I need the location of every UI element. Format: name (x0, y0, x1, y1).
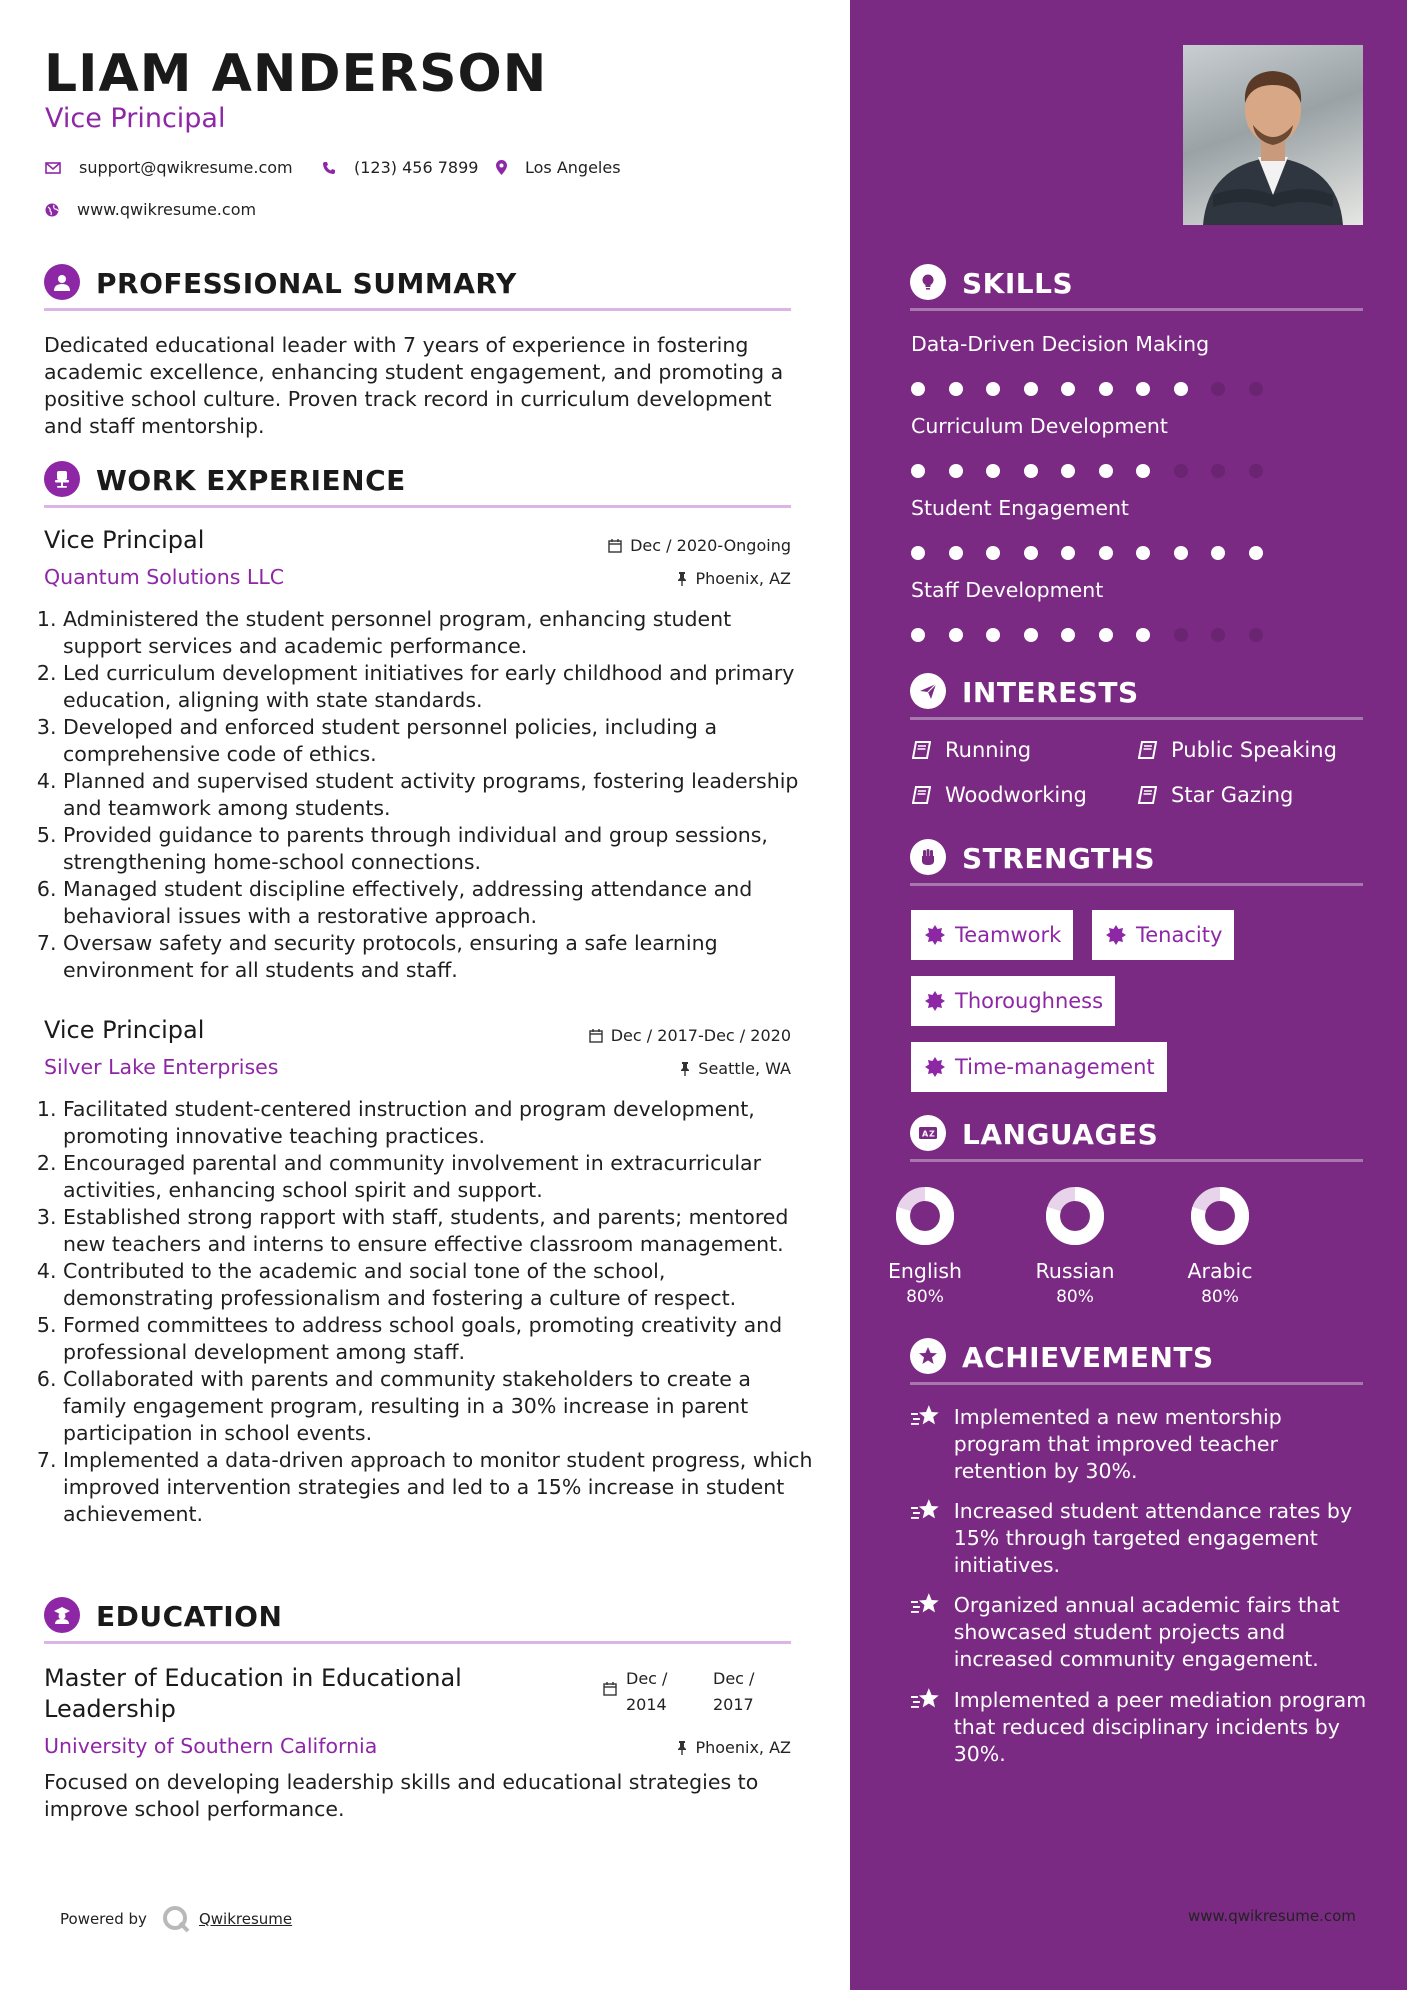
skills-section-header (910, 264, 1363, 311)
skill-name: Staff Development (911, 578, 1104, 602)
list-item: 6. Managed student discipline effectively, addressing attendance and behavioral issues with a restorative approach. (63, 876, 815, 930)
strengths-section-header (910, 839, 1363, 886)
svg-text:Z: Z (929, 1129, 935, 1139)
list-item: 4. Planned and supervised student activity programs, fostering leadership and teamwork among students. (63, 768, 815, 822)
rating-dot-filled (1099, 464, 1113, 478)
interest-label: Running (945, 738, 1032, 762)
skills-title: SKILLS (962, 267, 1074, 300)
office-chair-icon (44, 461, 80, 497)
rating-dot-filled (986, 382, 1000, 396)
language-progress-ring (1189, 1185, 1251, 1247)
globe-icon (45, 203, 59, 217)
achievements-title: ACHIEVEMENTS (962, 1341, 1214, 1374)
interest-label: Woodworking (945, 783, 1087, 807)
skill-name: Curriculum Development (911, 414, 1168, 438)
graduate-icon (44, 1597, 80, 1633)
rating-dot-empty (1211, 628, 1225, 642)
language-name: English (887, 1259, 963, 1283)
powered-by-footer (60, 1904, 292, 1934)
list-item: 3. Established strong rapport with staff, students, and parents; mentored new teachers and interns to ensure effective classroom management. (63, 1204, 815, 1258)
rating-dot-filled (949, 464, 963, 478)
list-item: 3. Developed and enforced student personnel policies, including a comprehensive code of ethics. (63, 714, 815, 768)
rating-dot-filled (911, 546, 925, 560)
pushpin-icon (677, 572, 687, 586)
star-badge-icon (910, 1338, 946, 1374)
rating-dot-filled (1136, 628, 1150, 642)
sidebar (850, 0, 1407, 1990)
education-title: EDUCATION (96, 1600, 283, 1633)
language-progress-ring (894, 1185, 956, 1247)
rating-dot-filled (1024, 464, 1038, 478)
pushpin-icon (677, 1741, 687, 1755)
location-text: Los Angeles (525, 158, 621, 177)
candidate-role: Vice Principal (45, 103, 226, 134)
calendar-icon (608, 539, 622, 553)
summary-text: Dedicated educational leader with 7 years of experience in fostering academic excellence, enhancing student engagement, and promoting a positive school culture. Proven track record in curriculum development and staff mentorship. (44, 333, 784, 438)
qwikresume-brand-link[interactable]: Qwikresume (198, 1910, 293, 1928)
rating-dot-filled (1099, 628, 1113, 642)
rating-dot-filled (949, 382, 963, 396)
rating-dot-filled (1024, 546, 1038, 560)
skill-rating (911, 546, 1286, 560)
strength-tag (911, 910, 1073, 960)
skill-rating (911, 628, 1286, 642)
summary-section-header (44, 264, 791, 311)
rating-dot-filled (911, 382, 925, 396)
job-1-title: Vice Principal (44, 526, 205, 554)
qwikresume-logo-icon (161, 1904, 191, 1934)
strength-tag (911, 976, 1115, 1026)
language-percent: 80% (1201, 1287, 1239, 1307)
strength-tag (911, 1042, 1167, 1092)
rating-dot-filled (1136, 546, 1150, 560)
rating-dot-filled (1249, 546, 1263, 560)
raised-fist-icon (910, 839, 946, 875)
paper-plane-icon (910, 673, 946, 709)
rating-dot-filled (1099, 546, 1113, 560)
phone-icon (322, 161, 336, 175)
job-2-bullets (44, 1096, 815, 1528)
achievement-item (910, 1498, 1370, 1579)
rating-dot-empty (1174, 464, 1188, 478)
rating-dot-filled (949, 546, 963, 560)
job-2-title: Vice Principal (44, 1016, 205, 1044)
profile-photo (1183, 45, 1363, 225)
language-item (1165, 1185, 1275, 1307)
candidate-name: LIAM ANDERSON (44, 44, 548, 104)
job-2-date (589, 1026, 791, 1045)
achievements-section-header (910, 1338, 1363, 1385)
star-swoosh-icon (910, 1404, 942, 1430)
skill-rating (911, 382, 1286, 396)
rating-dot-filled (911, 464, 925, 478)
education-date-end: Dec / 2017 (713, 1669, 755, 1714)
rating-dot-empty (1211, 464, 1225, 478)
language-name: Russian (1035, 1259, 1115, 1283)
education-description: Focused on developing leadership skills and educational strategies to improve school performance. (44, 1770, 759, 1821)
interest-item (912, 783, 1087, 807)
job-1-bullets (44, 606, 815, 984)
rating-dot-filled (1061, 382, 1075, 396)
book-icon (912, 741, 931, 759)
interests-title: INTERESTS (962, 676, 1139, 709)
rating-dot-filled (986, 546, 1000, 560)
rating-dot-filled (1136, 382, 1150, 396)
email-text: support@qwikresume.com (79, 158, 293, 177)
star-swoosh-icon (910, 1498, 942, 1524)
contact-website[interactable] (45, 200, 256, 219)
job-2-date-text: Dec / 2017-Dec / 2020 (610, 1026, 791, 1045)
job-2-location-text: Seattle, WA (698, 1059, 791, 1078)
list-item: 5. Provided guidance to parents through individual and group sessions, strengthening home-school connections. (63, 822, 815, 876)
list-item: 7. Implemented a data-driven approach to monitor student progress, which improved intervention strategies and led to a 15% increase in student achievement. (63, 1447, 815, 1528)
interest-item (1138, 783, 1293, 807)
rating-dot-filled (1061, 546, 1075, 560)
strengths-title: STRENGTHS (962, 842, 1156, 875)
website-text: www.qwikresume.com (77, 200, 257, 219)
rating-dot-filled (1174, 382, 1188, 396)
rating-dot-filled (1174, 546, 1188, 560)
achievement-text: Implemented a peer mediation program that reduced disciplinary incidents by 30%. (953, 1688, 1367, 1766)
education-location-text: Phoenix, AZ (695, 1738, 791, 1757)
summary-title: PROFESSIONAL SUMMARY (96, 267, 517, 300)
achievement-item (910, 1404, 1370, 1485)
contact-phone[interactable] (322, 158, 478, 177)
envelope-icon (45, 162, 61, 174)
interest-item (1138, 738, 1337, 762)
contact-email[interactable] (45, 158, 293, 177)
translate-icon (910, 1115, 946, 1151)
list-item: 6. Collaborated with parents and community stakeholders to create a family engagement program, resulting in a 30% increase in parent participation in school events. (63, 1366, 815, 1447)
book-icon (912, 786, 931, 804)
rating-dot-empty (1249, 382, 1263, 396)
phone-text: (123) 456 7899 (354, 158, 479, 177)
job-1-date (608, 536, 791, 555)
book-icon (1138, 786, 1157, 804)
work-section-header (44, 461, 791, 508)
job-1-location (677, 569, 791, 588)
rating-dot-empty (1249, 628, 1263, 642)
language-percent: 80% (1056, 1287, 1094, 1307)
skill-name: Student Engagement (911, 496, 1129, 520)
lightbulb-icon (910, 264, 946, 300)
language-percent: 80% (906, 1287, 944, 1307)
rating-dot-filled (911, 628, 925, 642)
rating-dot-filled (1211, 546, 1225, 560)
achievement-text: Increased student attendance rates by 15% through targeted engagement initiatives. (953, 1499, 1353, 1577)
book-icon (1138, 741, 1157, 759)
job-2-location (680, 1059, 791, 1078)
footer-website[interactable]: www.qwikresume.com (1188, 1907, 1356, 1925)
achievement-text: Organized annual academic fairs that showcased student projects and increased community engagement. (953, 1593, 1340, 1671)
rating-dot-empty (1211, 382, 1225, 396)
badge-icon (1106, 925, 1126, 945)
language-item (1020, 1185, 1130, 1307)
rating-dot-filled (1099, 382, 1113, 396)
rating-dot-filled (1024, 382, 1038, 396)
badge-icon (925, 991, 945, 1011)
achievement-item (910, 1592, 1370, 1673)
strength-label: Tenacity (1136, 923, 1223, 947)
list-item: 2. Encouraged parental and community involvement in extracurricular activities, enhancing school spirit and support. (63, 1150, 815, 1204)
education-location (677, 1738, 791, 1757)
badge-icon (925, 925, 945, 945)
badge-icon (925, 1057, 945, 1077)
skill-rating (911, 464, 1286, 478)
school-name: University of Southern California (44, 1734, 378, 1758)
language-progress-ring (1044, 1185, 1106, 1247)
achievement-item (910, 1687, 1370, 1768)
rating-dot-filled (1136, 464, 1150, 478)
svg-text:A: A (922, 1129, 929, 1139)
education-section-header (44, 1597, 791, 1644)
strength-label: Time-management (955, 1055, 1155, 1079)
contact-location (496, 158, 621, 177)
degree-title: Master of Education in Educational Leadership (44, 1664, 462, 1723)
powered-by-label: Powered by (60, 1910, 147, 1928)
job-1-company: Quantum Solutions LLC (44, 565, 285, 589)
user-icon (44, 264, 80, 300)
job-1-date-text: Dec / 2020-Ongoing (630, 536, 791, 555)
rating-dot-filled (986, 628, 1000, 642)
rating-dot-filled (1061, 464, 1075, 478)
calendar-icon (603, 1682, 617, 1696)
star-swoosh-icon (910, 1687, 942, 1713)
language-name: Arabic (1187, 1259, 1253, 1283)
list-item: 5. Formed committees to address school goals, promoting creativity and professional development among staff. (63, 1312, 815, 1366)
interests-section-header (910, 673, 1363, 720)
map-pin-icon (496, 160, 507, 175)
work-title: WORK EXPERIENCE (96, 464, 406, 497)
calendar-icon (589, 1029, 603, 1043)
list-item: 2. Led curriculum development initiatives for early childhood and primary education, aligning with state standards. (63, 660, 815, 714)
interest-label: Star Gazing (1171, 783, 1294, 807)
list-item: 4. Contributed to the academic and social tone of the school, demonstrating professionalism and fostering a culture of respect. (63, 1258, 815, 1312)
achievement-text: Implemented a new mentorship program that improved teacher retention by 30%. (953, 1405, 1282, 1483)
star-swoosh-icon (910, 1592, 942, 1618)
skill-name: Data-Driven Decision Making (911, 332, 1210, 356)
job-1-location-text: Phoenix, AZ (695, 569, 791, 588)
job-2-company: Silver Lake Enterprises (44, 1055, 279, 1079)
strength-tag (1092, 910, 1234, 960)
rating-dot-filled (1061, 628, 1075, 642)
rating-dot-empty (1174, 628, 1188, 642)
interest-label: Public Speaking (1171, 738, 1337, 762)
pushpin-icon (680, 1062, 690, 1076)
rating-dot-filled (1024, 628, 1038, 642)
strength-label: Thoroughness (955, 989, 1104, 1013)
education-date-start: Dec / 2014 (626, 1669, 668, 1714)
languages-title: LANGUAGES (962, 1118, 1159, 1151)
interest-item (912, 738, 1031, 762)
rating-dot-empty (1249, 464, 1263, 478)
list-item: 1. Facilitated student-centered instruction and program development, promoting innovative teaching practices. (63, 1096, 815, 1150)
rating-dot-filled (986, 464, 1000, 478)
strength-label: Teamwork (955, 923, 1062, 947)
languages-section-header (910, 1115, 1363, 1162)
rating-dot-filled (949, 628, 963, 642)
list-item: 7. Oversaw safety and security protocols, ensuring a safe learning environment for all students and staff. (63, 930, 815, 984)
language-item (870, 1185, 980, 1307)
list-item: 1. Administered the student personnel program, enhancing student support services and academic performance. (63, 606, 815, 660)
